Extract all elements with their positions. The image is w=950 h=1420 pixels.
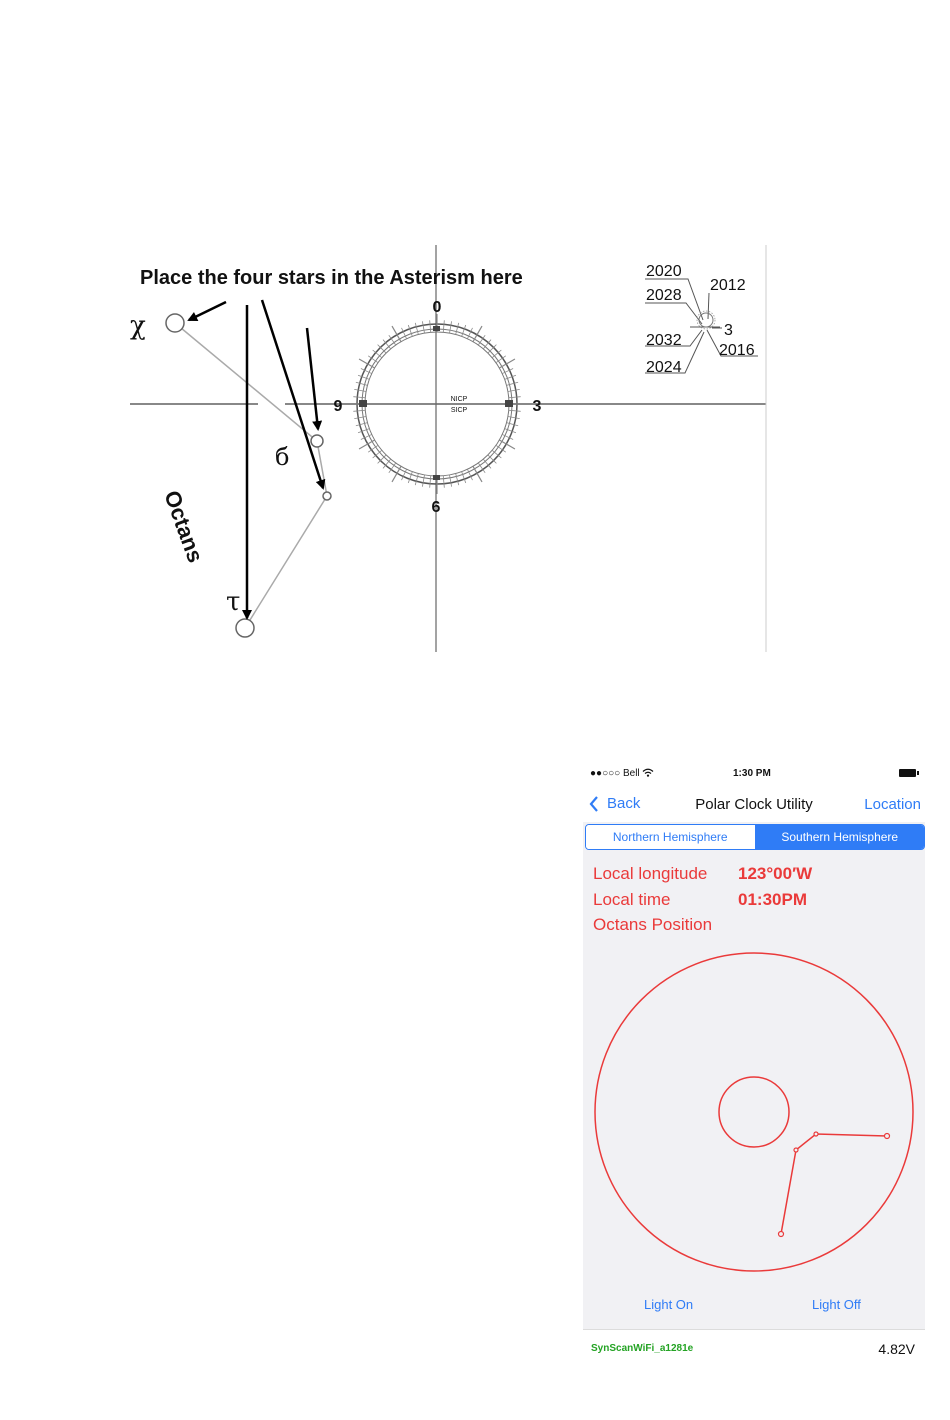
light-on-button[interactable]: Light On (644, 1297, 694, 1312)
arrow-to-sigma (307, 328, 318, 429)
connection-footer (583, 1329, 925, 1370)
year-2012: 2012 (710, 277, 746, 294)
reticle-tick (415, 323, 418, 335)
south-pole-label: SICP (450, 407, 468, 414)
longitude-row (593, 864, 813, 884)
year-2020: 2020 (646, 263, 682, 280)
reticle-tick (354, 389, 366, 391)
wifi-ssid: SynScanWiFi_a1281e (591, 1343, 694, 1354)
star-label-chi: χ (130, 311, 146, 341)
star-sigma (311, 435, 323, 447)
clock-label-3: 3 (532, 398, 542, 415)
polar-clock-display (583, 940, 925, 1280)
star-tau (236, 619, 254, 637)
year-2024: 2024 (646, 359, 682, 376)
clock-label-0: 0 (432, 299, 442, 316)
carrier-signal: ●●○○○ Bell (590, 768, 654, 779)
longitude-value: 123°00′W (738, 864, 813, 883)
asterism-lines (175, 323, 327, 628)
nav-bar (583, 788, 925, 822)
reticle-tick (443, 476, 444, 488)
reticle-tick (450, 321, 452, 333)
location-button[interactable]: Location (864, 796, 921, 813)
clock-outer-circle (595, 953, 913, 1271)
north-pole-label: NICP (450, 396, 468, 403)
reticle-mark-left (359, 400, 367, 407)
reticle-tick (356, 382, 368, 385)
reticle-tick (422, 475, 424, 487)
hemisphere-selector (585, 824, 925, 850)
reticle-tick (507, 423, 519, 426)
reticle-tick (507, 382, 519, 385)
reticle-tick (354, 417, 366, 419)
star-label-sigma: б (275, 443, 290, 471)
octans-label: Octans Position (593, 915, 713, 934)
pole-circle (719, 1077, 789, 1147)
reticle-mark-right (505, 400, 513, 407)
battery-voltage: 4.82V (878, 1341, 915, 1357)
octans-star (814, 1132, 818, 1136)
reticle-tick (430, 320, 431, 332)
status-bar (583, 760, 925, 788)
reticle-tick (415, 474, 418, 486)
status-time: 1:30 PM (733, 768, 771, 779)
octans-star (779, 1232, 784, 1237)
star-chi (166, 314, 184, 332)
year-2028: 2028 (646, 287, 682, 304)
star-delta (323, 492, 331, 500)
year-2016: 2016 (719, 342, 755, 359)
time-label: Local time (593, 890, 671, 909)
constellation-label: Octans (159, 487, 209, 566)
scale-hour-3: 3 (724, 322, 733, 339)
reticle-tick (450, 475, 452, 487)
reticle-mark-bottom (433, 475, 440, 480)
tab-southern-hemisphere[interactable]: Southern Hemisphere (756, 825, 925, 849)
time-value: 01:30PM (738, 890, 807, 909)
reticle-tick (509, 397, 521, 398)
reticle-mark-top (433, 326, 440, 331)
octans-star (794, 1148, 798, 1152)
reticle-tick (456, 474, 459, 486)
reticle-tick (509, 410, 521, 411)
reticle-tick (356, 423, 368, 426)
reticle-tick (508, 417, 520, 419)
year-2032: 2032 (646, 332, 682, 349)
octans-row (593, 915, 712, 935)
reticle-tick (422, 321, 424, 333)
polar-reticle-diagram (0, 0, 950, 700)
light-off-button[interactable]: Light Off (812, 1297, 861, 1312)
reticle-tick (353, 397, 365, 398)
longitude-label: Local longitude (593, 864, 708, 883)
reticle-tick (456, 323, 459, 335)
octans-star (885, 1134, 890, 1139)
clock-label-6: 6 (431, 499, 441, 516)
phone-screen (583, 760, 925, 1370)
wifi-icon (642, 768, 654, 777)
reticle-tick (508, 389, 520, 391)
battery-icon (899, 769, 919, 777)
clock-label-9: 9 (333, 398, 343, 415)
star-label-tau: τ (226, 587, 241, 617)
reticle-tick (430, 476, 431, 488)
arrow-to-chi (189, 302, 226, 320)
page-title: Polar Clock Utility (695, 796, 813, 813)
time-row (593, 890, 807, 910)
back-label: Back (607, 795, 641, 812)
reticle-tick (443, 320, 444, 332)
tab-northern-hemisphere[interactable]: Northern Hemisphere (586, 825, 756, 849)
instruction-text: Place the four stars in the Asterism here (140, 267, 523, 289)
reticle-tick (353, 410, 365, 411)
